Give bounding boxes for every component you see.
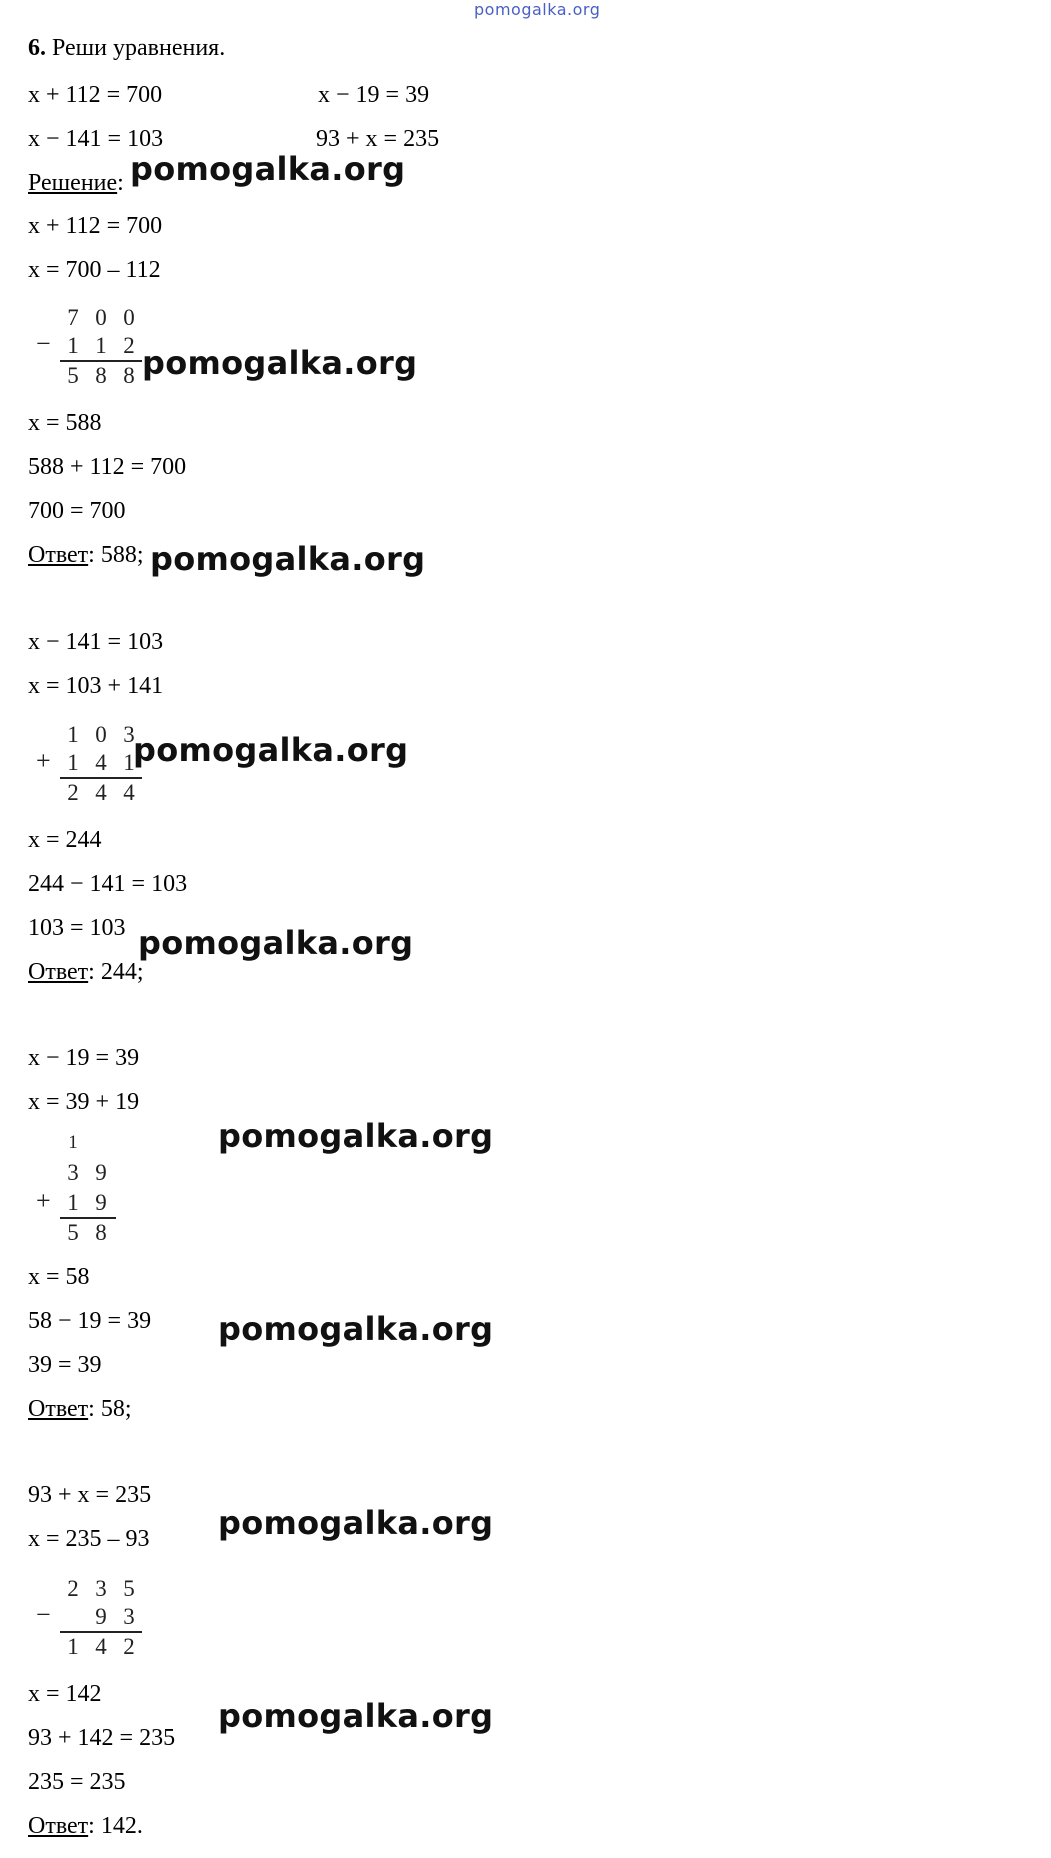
- answer-value: : 142.: [88, 1813, 143, 1839]
- block3-line-1: x − 19 = 39: [28, 1045, 140, 1071]
- calc-digit: 5: [67, 1220, 79, 1245]
- answer-value: : 244;: [88, 959, 144, 985]
- block2-line-1: x − 141 = 103: [28, 629, 164, 655]
- calc-operator: −: [36, 329, 51, 358]
- watermark: pomogalka.org: [218, 1117, 494, 1155]
- calc-digit: 2: [123, 1634, 135, 1659]
- calc-digit: 3: [123, 722, 135, 747]
- equation-1: x + 112 = 700: [28, 82, 163, 108]
- block1-line-5: 700 = 700: [28, 498, 126, 524]
- block1-answer: [28, 541, 144, 569]
- watermark: pomogalka.org: [130, 150, 406, 188]
- calc-digit: 7: [67, 305, 79, 330]
- calc-digit: 4: [95, 750, 107, 775]
- calc-digit: 1: [67, 1190, 79, 1215]
- calc-digit: 4: [95, 780, 107, 805]
- block4-line-4: 93 + 142 = 235: [28, 1725, 176, 1751]
- watermark: pomogalka.org: [133, 731, 409, 769]
- watermark: pomogalka.org: [142, 344, 418, 382]
- block3-line-4: 58 − 19 = 39: [28, 1308, 152, 1334]
- calc-divider: [60, 1217, 116, 1219]
- calc-digit: 3: [95, 1576, 107, 1601]
- block3-line-5: 39 = 39: [28, 1352, 102, 1378]
- calc-digit: 1: [67, 750, 79, 775]
- calc-digit: 1: [67, 1634, 79, 1659]
- block4-line-2: x = 235 – 93: [28, 1526, 150, 1552]
- task-number: 6.: [28, 35, 46, 61]
- block1-column-calc: [30, 303, 150, 393]
- calc-digit: 2: [67, 780, 79, 805]
- calc-divider: [60, 360, 142, 362]
- calc-digit: 2: [67, 1576, 79, 1601]
- block4-answer: [28, 1812, 143, 1840]
- block2-line-3: x = 244: [28, 827, 102, 853]
- calc-carry: 1: [68, 1132, 78, 1153]
- block1-line-2: x = 700 – 112: [28, 257, 161, 283]
- answer-label: Ответ: [28, 1813, 89, 1839]
- calc-operator: −: [36, 1600, 51, 1629]
- block2-line-2: x = 103 + 141: [28, 673, 164, 699]
- calc-digit: 5: [67, 363, 79, 388]
- block2-line-4: 244 − 141 = 103: [28, 871, 188, 897]
- block4-line-3: x = 142: [28, 1681, 102, 1707]
- calc-digit: 5: [123, 1576, 135, 1601]
- watermark: pomogalka.org: [218, 1504, 494, 1542]
- calc-digit: 8: [123, 363, 135, 388]
- calc-digit: 9: [95, 1190, 107, 1215]
- watermark: pomogalka.org: [150, 540, 426, 578]
- task-title: Реши уравнения.: [52, 35, 226, 61]
- block3-answer: [28, 1395, 132, 1423]
- task-header: [28, 34, 225, 62]
- block4-line-5: 235 = 235: [28, 1769, 126, 1795]
- solution-colon: :: [117, 170, 124, 196]
- calc-digit: 4: [123, 780, 135, 805]
- calc-operator: +: [36, 1186, 51, 1215]
- top-watermark: pomogalka.org: [474, 0, 601, 19]
- calc-divider: [60, 1631, 142, 1633]
- equation-4: 93 + x = 235: [316, 126, 440, 152]
- block2-answer: [28, 958, 144, 986]
- answer-label: Ответ: [28, 1396, 89, 1422]
- block3-column-calc: [30, 1130, 130, 1250]
- answer-label: Ответ: [28, 959, 89, 985]
- answer-value: : 58;: [88, 1396, 132, 1422]
- solution-heading: [28, 169, 124, 197]
- calc-digit: 8: [95, 1220, 107, 1245]
- calc-digit: 1: [95, 333, 107, 358]
- block1-line-1: x + 112 = 700: [28, 213, 163, 239]
- block4-column-calc: [30, 1574, 150, 1664]
- calc-digit: 2: [123, 333, 135, 358]
- answer-value: : 588;: [88, 542, 144, 568]
- calc-digit: 0: [95, 305, 107, 330]
- calc-digit: 0: [123, 305, 135, 330]
- calc-divider: [60, 777, 142, 779]
- block1-line-4: 588 + 112 = 700: [28, 454, 187, 480]
- equation-2: x − 19 = 39: [318, 82, 430, 108]
- block3-line-3: x = 58: [28, 1264, 90, 1290]
- solution-label: Решение: [28, 170, 118, 196]
- answer-label: Ответ: [28, 542, 89, 568]
- watermark: pomogalka.org: [218, 1310, 494, 1348]
- calc-operator: +: [36, 746, 51, 775]
- calc-digit: 1: [67, 722, 79, 747]
- equation-3: x − 141 = 103: [28, 126, 164, 152]
- calc-digit: 0: [95, 722, 107, 747]
- block3-line-2: x = 39 + 19: [28, 1089, 140, 1115]
- block2-line-5: 103 = 103: [28, 915, 126, 941]
- block1-line-3: x = 588: [28, 410, 102, 436]
- block2-column-calc: [30, 720, 150, 810]
- block4-line-1: 93 + x = 235: [28, 1482, 152, 1508]
- calc-digit: 3: [67, 1160, 79, 1185]
- calc-digit: 1: [123, 750, 135, 775]
- watermark: pomogalka.org: [218, 1697, 494, 1735]
- calc-digit: 9: [95, 1160, 107, 1185]
- calc-digit: 9: [95, 1604, 107, 1629]
- calc-digit: 3: [123, 1604, 135, 1629]
- calc-digit: 8: [95, 363, 107, 388]
- watermark: pomogalka.org: [138, 924, 414, 962]
- calc-digit: 4: [95, 1634, 107, 1659]
- calc-digit: 1: [67, 333, 79, 358]
